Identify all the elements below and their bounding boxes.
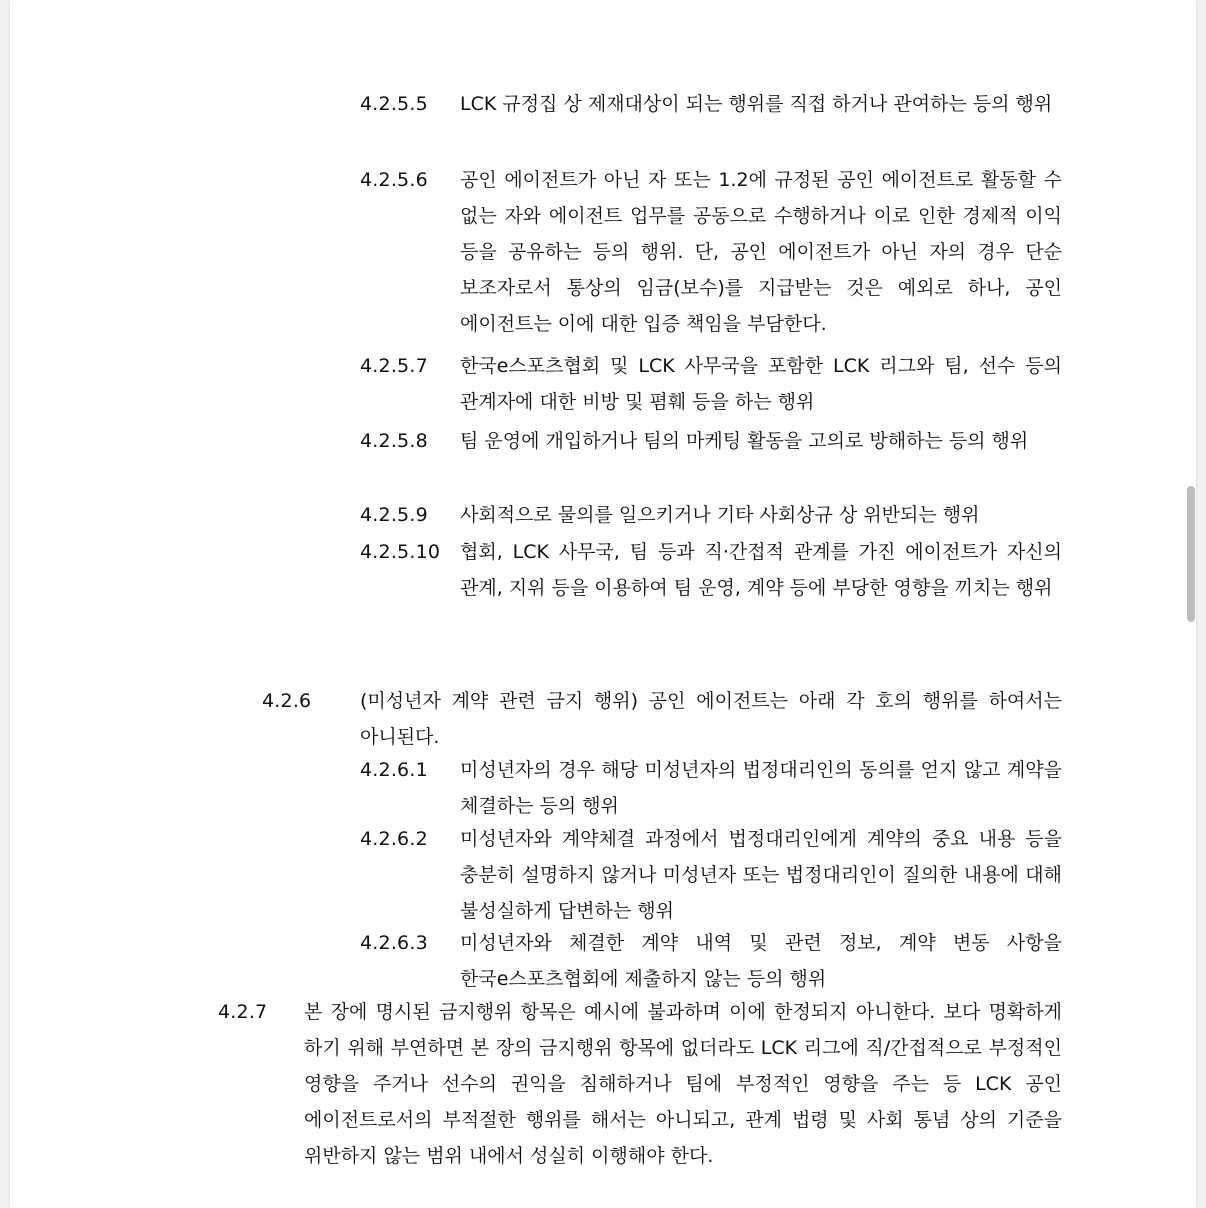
clause-text: 팀 운영에 개입하거나 팀의 마케팅 활동을 고의로 방해하는 등의 행위: [460, 430, 1029, 452]
clause-text: 미성년자와 계약체결 과정에서 법정대리인에게 계약의 중요 내용 등을 충분히 설명하지 않거나 미성년자 또는 법정대리인이 질의한 내용에 대해 불성실하게 답변하는 행위: [460, 828, 1062, 922]
clause-number: 4.2.5.8: [360, 430, 428, 452]
clause-text: 사회적으로 물의를 일으키거나 기타 사회상규 상 위반되는 행위: [460, 504, 980, 526]
clause-number: 4.2.6.1: [360, 759, 428, 781]
clause-text: 공인 에이전트가 아닌 자 또는 1.2에 규정된 공인 에이전트로 활동할 수 없는 자와 에이전트 업무를 공동으로 수행하거나 이로 인한 경제적 이익 등을 공유하는 등의 행위. 단, 공인 에이전트가 아닌 자의 경우 단순 보조자로서 통상의 임금(보수)를 지급받는 것은 예외로 하나, 공인 에이전트는 이에 대한 입증 책임을 부담한다.: [460, 169, 1062, 335]
clause-text: LCK 규정집 상 제재대상이 되는 행위를 직접 하거나 관여하는 등의 행위: [460, 93, 1053, 115]
clause-text: 미성년자와 체결한 계약 내역 및 관련 정보, 계약 변동 사항을 한국e스포츠협회에 제출하지 않는 등의 행위: [460, 932, 1062, 990]
clause-number: 4.2.5.9: [360, 504, 428, 526]
clause-text: (미성년자 계약 관련 금지 행위) 공인 에이전트는 아래 각 호의 행위를 하여서는 아니된다.: [360, 690, 1062, 748]
clause-text: 미성년자의 경우 해당 미성년자의 법정대리인의 동의를 얻지 않고 계약을 체결하는 등의 행위: [460, 759, 1062, 817]
vertical-scrollbar-thumb[interactable]: [1187, 486, 1195, 622]
clause-text: 본 장에 명시된 금지행위 항목은 예시에 불과하며 이에 한정되지 아니한다. 보다 명확하게 하기 위해 부연하면 본 장의 금지행위 항목에 없더라도 LCK 리그에 직/간접적으로 부정적인 영향을 주거나 선수의 권익을 침해하거나 팀에 부정적인 영향을 주는 등 LCK 공인 에이전트로서의 부적절한 행위를 해서는 아니되고, 관계 법령 및 사회 통념 상의 기준을 위반하지 않는 범위 내에서 성실히 이행해야 한다.: [304, 1001, 1062, 1167]
clause-number: 4.2.6.2: [360, 828, 428, 850]
clause-text: 한국e스포츠협회 및 LCK 사무국을 포함한 LCK 리그와 팀, 선수 등의 관계자에 대한 비방 및 폄훼 등을 하는 행위: [460, 355, 1062, 413]
clause-number: 4.2.5.5: [360, 93, 428, 115]
clause-number: 4.2.6.3: [360, 932, 428, 954]
clause-number: 4.2.7: [218, 1001, 268, 1023]
clause-number: 4.2.5.7: [360, 355, 428, 377]
clause-number: 4.2.5.6: [360, 169, 428, 191]
document-page: [10, 0, 1196, 1208]
clause-number: 4.2.5.10: [360, 541, 441, 563]
clause-text: 협회, LCK 사무국, 팀 등과 직·간접적 관계를 가진 에이전트가 자신의 관계, 지위 등을 이용하여 팀 운영, 계약 등에 부당한 영향을 끼치는 행위: [460, 541, 1062, 599]
clause-number: 4.2.6: [262, 690, 312, 712]
